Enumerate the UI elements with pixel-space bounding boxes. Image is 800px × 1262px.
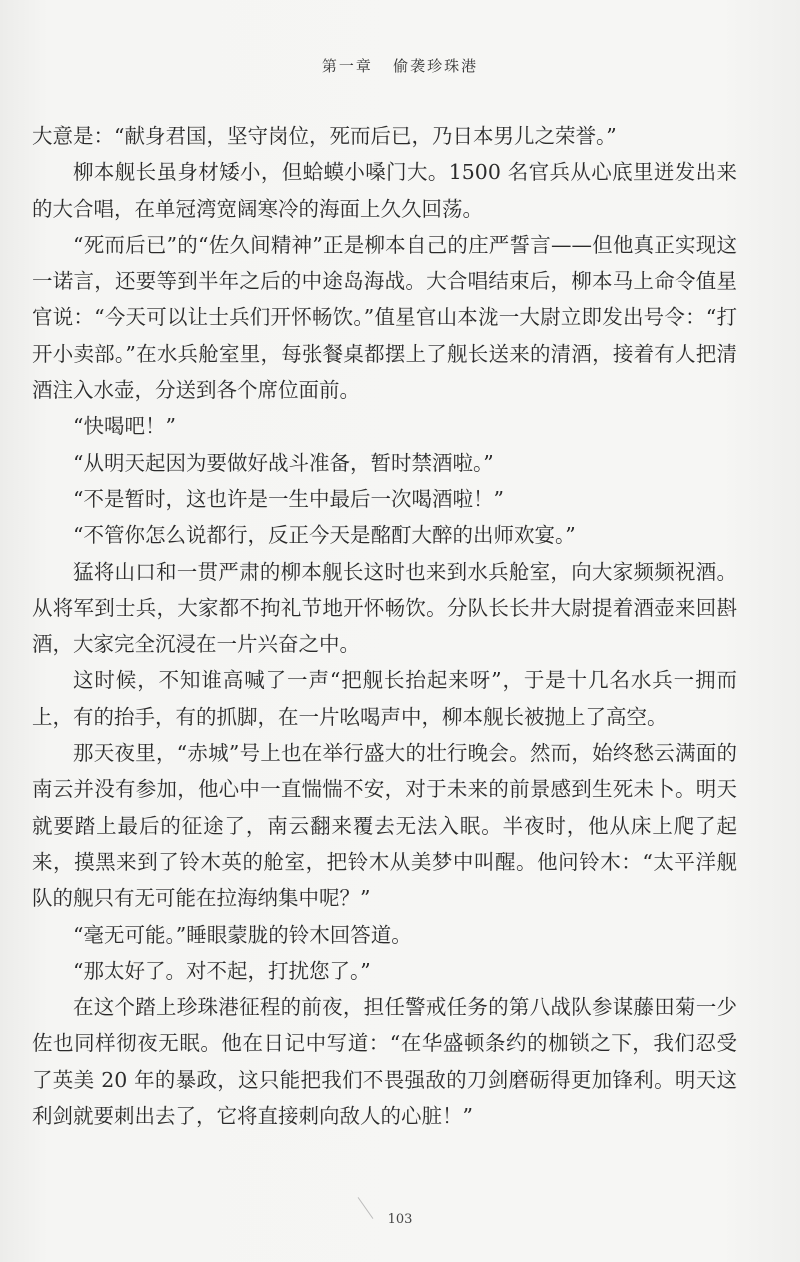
chapter-number: 第一章 [321, 57, 373, 75]
paragraph: “不是暂时，这也许是一生中最后一次喝酒啦！” [73, 486, 504, 511]
paragraph: 大意是：“献身君国，坚守岗位，死而后已，乃日本男儿之荣誉。” [32, 124, 617, 148]
paragraph: “死而后已”的“佐久间精神”正是柳本自己的庄严誓言——但他真正实现这一诺言，还要等到半年之后的中途岛海战。大合唱结束后，柳本马上命令值星官说：“今天可以让士兵们开怀畅饮。”值星官山本泷一大尉立即发出号令：“打开小卖部。”在水兵舱室里，每张餐桌都摆上了舰长送来的清酒，接着有人把清酒注入水壶，分送到各个席位面前。 [32, 232, 737, 403]
chapter-title: 偷袭珍珠港 [393, 57, 479, 75]
running-header [0, 55, 800, 76]
paragraph: 柳本舰长虽身材矮小，但蛤蟆小嗓门大。1500 名官兵从心底里迸发出来的大合唱，在单冠湾宽阔寒冷的海面上久久回荡。 [32, 160, 737, 221]
page-number: 103 [387, 1212, 413, 1227]
body-text [32, 118, 737, 1134]
paragraph: 猛将山口和一贯严肃的柳本舰长这时也来到水兵舱室，向大家频频祝酒。从将军到士兵，大家都不拘礼节地开怀畅饮。分队长长井大尉提着酒壶来回斟酒，大家完全沉浸在一片兴奋之中。 [32, 559, 737, 657]
paragraph: 这时候，不知谁高喊了一声“把舰长抬起来呀”，于是十几名水兵一拥而上，有的抬手，有的抓脚，在一片吆喝声中，柳本舰长被抛上了高空。 [32, 668, 737, 729]
paragraph: “从明天起因为要做好战斗准备，暂时禁酒啦。” [73, 450, 494, 475]
paragraph: 在这个踏上珍珠港征程的前夜，担任警戒任务的第八战队参谋藤田菊一少佐也同样彻夜无眠。他在日记中写道：“在华盛顿条约的枷锁之下，我们忍受了英美 20 年的暴政，这只能把我们不畏强敌的刀剑磨砺得更加锋利。明天这利剑就要刺出去了，它将直接刺向敌人的心脏！” [32, 995, 737, 1129]
paragraph: “快喝吧！” [73, 414, 176, 439]
paragraph: 那天夜里，“赤城”号上也在举行盛大的壮行晚会。然而，始终愁云满面的南云并没有参加，他心中一直惴惴不安，对于未来的前景感到生死未卜。明天就要踏上最后的征途了，南云翻来覆去无法入眠。半夜时，他从床上爬了起来，摸黑来到了铃木英的舱室，把铃木从美梦中叫醒。他问铃木：“太平洋舰队的舰只有无可能在拉海纳集中呢？” [32, 741, 737, 911]
paragraph: “那太好了。对不起，打扰您了。” [73, 958, 371, 983]
paragraph: “不管你怎么说都行，反正今天是酩酊大醉的出师欢宴。” [73, 523, 576, 548]
paragraph: “毫无可能。”睡眼蒙胧的铃木回答道。 [73, 922, 412, 947]
